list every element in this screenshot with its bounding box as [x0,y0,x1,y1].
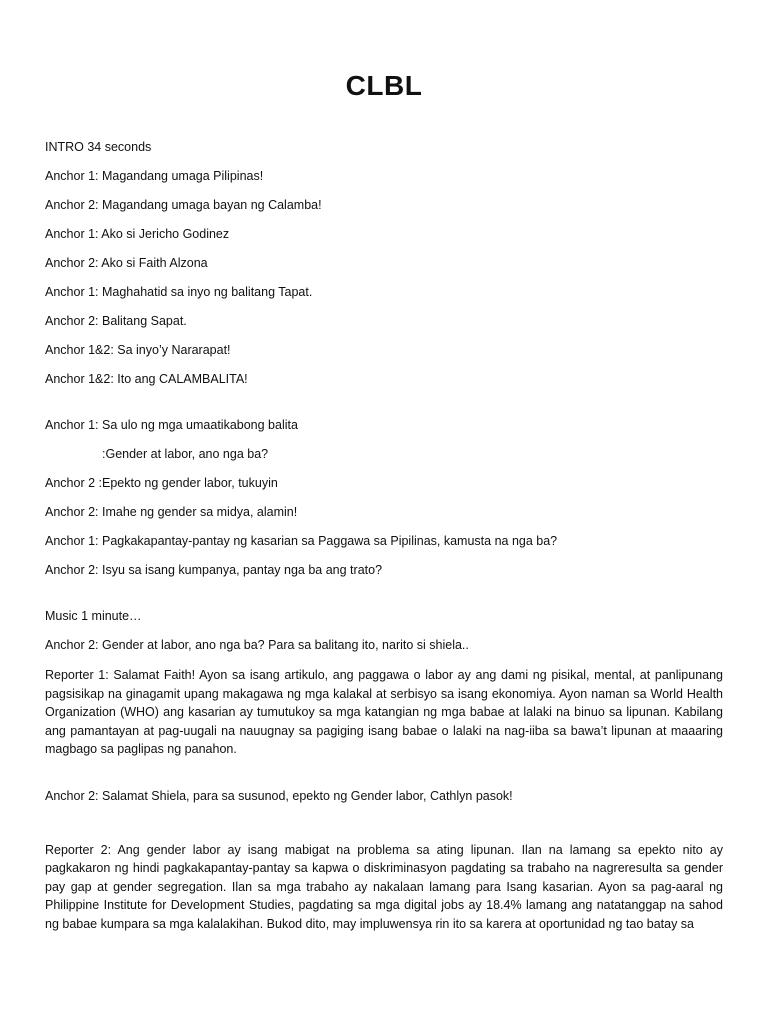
script-line: Anchor 1&2: Ito ang CALAMBALITA! [45,372,248,386]
headline-line: Anchor 1: Sa ulo ng mga umaatikabong balita [45,418,298,432]
spacer [45,771,723,788]
anchor-intro-reporter-1: Anchor 2: Gender at labor, ano nga ba? Para sa balitang ito, narito si shiela.. [45,638,469,652]
script-line-intro: INTRO 34 seconds [45,140,152,154]
document-title: CLBL [345,70,423,101]
spacer [45,817,723,841]
script-line: Anchor 1&2: Sa inyo’y Nararapat! [45,343,231,357]
headline-line: Anchor 2: Imahe ng gender sa midya, alamin! [45,505,298,519]
script-line: Anchor 1: Maghahatid sa inyo ng balitang Tapat. [45,285,313,299]
headline-line: Anchor 2 :Epekto ng gender labor, tukuyin [45,476,278,490]
reporter-1-paragraph: Reporter 1: Salamat Faith! Ayon sa isang artikulo, ang paggawa o labor ay ang dami ng pisikal, mental, at panlipunang pagsisikap na ginagamit upang makagawa ng mga kalakal at serbisyo sa isang ekonomiya. Ayon naman sa World Health Organization (WHO) ang kasarian ay tumutukoy sa mga katangian ng mga babae at lalaki na binuo sa lipunan. Kabilang ang pamantayan at pag-uugali na nauugnay sa pagiging isang babae o lalaki na nag-iiba sa bawa’t lipunan at maaaring magbago sa paglipas ng panahon. [45,668,723,756]
script-line: Anchor 2: Ako si Faith Alzona [45,256,208,270]
script-line: Anchor 1: Magandang umaga Pilipinas! [45,169,264,183]
music-cue: Music 1 minute… [45,609,142,623]
spacer [45,591,723,608]
script-line: Anchor 1: Ako si Jericho Godinez [45,227,230,241]
script-line: Anchor 2: Magandang umaga bayan ng Calamba! [45,198,322,212]
headline-line-indented: :Gender at labor, ano nga ba? [102,447,269,461]
reporter-2-paragraph: Reporter 2: Ang gender labor ay isang mabigat na problema sa ating lipunan. Ilan na lamang sa epekto nito ay pagkakaron ng hindi pagkakapantay-pantay sa kapwa o diskriminasyon pagdating sa trabaho na nagreresulta sa gender pay gap at gender segregation. Ilan sa mga trabaho ay nakalaan lamang para Isang kasarian. Ayon sa pag-aaral ng Philippine Institute for Development Studies, pagdating sa mga digital jobs ay 18.4% lamang ang natatanggap na sahod ng babae kumpara sa mga kalalakihan. Bukod dito, may impluwensya rin ito sa karera at oportunidad ng tao batay sa [45,842,723,931]
spacer [45,400,723,417]
headline-line: Anchor 1: Pagkakapantay-pantay ng kasarian sa Paggawa sa Pipilinas, kamusta na nga ba? [45,534,558,548]
anchor-intro-reporter-2: Anchor 2: Salamat Shiela, para sa susunod, epekto ng Gender labor, Cathlyn pasok! [45,788,513,803]
headline-line: Anchor 2: Isyu sa isang kumpanya, pantay nga ba ang trato? [45,563,383,577]
script-line: Anchor 2: Balitang Sapat. [45,314,187,328]
